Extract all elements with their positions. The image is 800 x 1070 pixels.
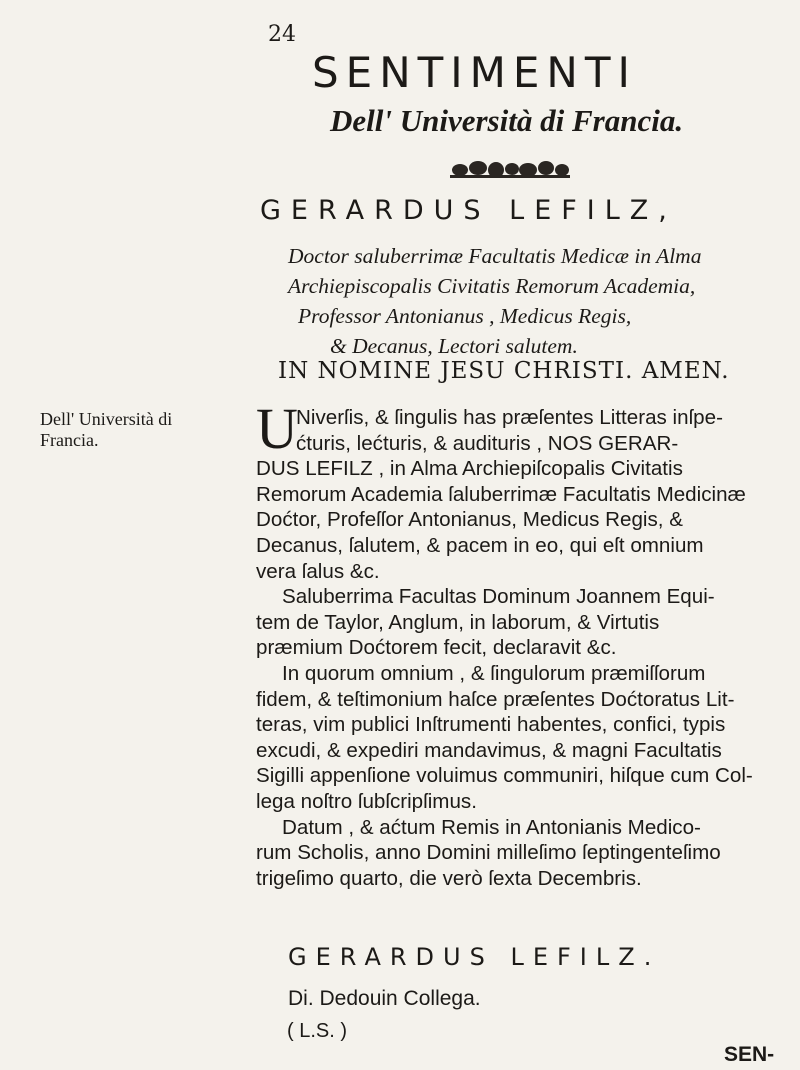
body-line: vera ſalus &c. bbox=[256, 559, 380, 583]
body-line: Remorum Academia ſaluberrimæ Facultatis Medicinæ bbox=[256, 482, 746, 506]
body-line: ćturis, lećturis, & audituris , NOS GERAR- bbox=[296, 431, 679, 455]
author-heading: GERARDUS LEFILZ, bbox=[260, 195, 677, 226]
intro-block bbox=[288, 241, 788, 361]
ornament-icon bbox=[450, 158, 570, 180]
body-line: Decanus, ſalutem, & pacem in eo, qui eſt omnium bbox=[256, 533, 704, 557]
invocation: IN NOMINE JESU CHRISTI. AMEN. bbox=[278, 358, 730, 384]
catchword: SEN- bbox=[724, 1043, 775, 1066]
signature: GERARDUS LEFILZ. bbox=[288, 943, 661, 971]
body-line: Sigilli appenſione voluimus communiri, hiſque cum Col- bbox=[256, 764, 753, 788]
intro-line: & Decanus, Lectori salutem. bbox=[330, 334, 578, 358]
body-line: tem de Taylor, Anglum, in laborum, & Virtutis bbox=[256, 610, 660, 634]
colleague-signature: Di. Dedouin Collega. bbox=[288, 987, 481, 1010]
body-text bbox=[256, 405, 753, 891]
body-line: fidem, & teſtimonium haſce præſentes Doćtoratus Lit- bbox=[256, 687, 735, 711]
intro-line: Archiepiscopalis Civitatis Remorum Academia, bbox=[288, 274, 696, 298]
body-line: In quorum omnium , & ſingulorum præmiſſorum bbox=[282, 661, 706, 685]
page-number: 24 bbox=[268, 22, 296, 47]
intro-line: Professor Antonianus , Medicus Regis, bbox=[298, 304, 632, 328]
intro-line: Doctor saluberrimæ Facultatis Medicæ in Alma bbox=[288, 244, 702, 268]
page-title: SENTIMENTI bbox=[312, 48, 637, 97]
body-line: trigeſimo quarto, die verò ſexta Decembris. bbox=[256, 866, 642, 890]
drop-cap: U bbox=[256, 396, 298, 461]
body-line: Datum , & aćtum Remis in Antonianis Medico- bbox=[282, 815, 701, 839]
margin-note-line: Dell' Università di bbox=[40, 409, 173, 429]
body-line: rum Scholis, anno Domini milleſimo ſeptingenteſimo bbox=[256, 841, 721, 865]
margin-note bbox=[40, 409, 172, 451]
body-line: Doćtor, Profeſſor Antonianus, Medicus Regis, & bbox=[256, 508, 683, 532]
page-subtitle: Dell' Università di Francia. bbox=[330, 103, 684, 138]
seal-mark: ( L.S. ) bbox=[287, 1020, 348, 1042]
body-line: Saluberrima Facultas Dominum Joannem Equi- bbox=[282, 585, 715, 609]
body-line: excudi, & expediri mandavimus, & magni Facultatis bbox=[256, 738, 722, 762]
body-line: lega noſtro ſubſcripſimus. bbox=[256, 789, 477, 813]
body-line: teras, vim publici Inſtrumenti habentes, confici, typis bbox=[256, 713, 726, 737]
body-line: præmium Doćtorem fecit, declaravit &c. bbox=[256, 636, 617, 660]
body-line: DUS LEFILZ , in Alma Archiepiſcopalis Civitatis bbox=[256, 457, 683, 481]
margin-note-line: Francia. bbox=[40, 430, 99, 450]
body-line: Niverſis, & ſingulis has præſentes Litteras inſpe- bbox=[296, 406, 723, 429]
